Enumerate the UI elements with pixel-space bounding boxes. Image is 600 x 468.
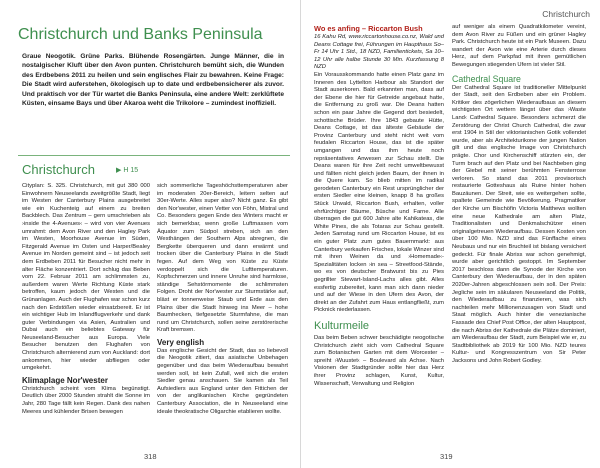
intro-text: Graue Neogotik. Grüne Parks. Blühende Rosengärten. Junge Männer, die in nostalgischer Kluft über den Avon punten. Christchurch bemüht sich, die Wunden des Erdbebens 2011 zu heilen und sein englisches Flair zu bewahren. Keine Frage: Die Stadt wird auferstehen, ökologisch up to date und erdbebensicherer als zuvor. Und praktisch vor der Tür wartet die Banks Peninsula, eine andere Welt: zerklüftete Küsten, einsame Bays und über Akaroa weht die Trikolore – zumindest inoffiziell. — [22, 53, 284, 108]
paragraph: Ein Vorausskommando hatte einen Platz ganz im Inneren des Lyttelton Harbour als Standort der Stadt auserkoren. Bald erkannten man, dass auf der Ebene die hier für Getreide angebaut hatte, die Entfernung zu groß war. Die Deans hatten schon ein paar Jahre die Gegend dort besiedelt, schottische Brüder. Ihre 1843 gebaute Hütte, Deans Cottage, ist das älteste Gebäude der Provinz Canterbury und steht nicht weit vom feudalen Riccarton House, das ist die später umgangen und das ihm heute noch repräsentatives Anwesen zur Schau stellt. Die Deans waren für ihre Zeit recht umweltbewusst und fällten nicht gleich jeden Baum, der ihnen in die Quere kam. So blieb mitten im radikal gerodeten Canterbury ein Rest ursprünglicher der ersten Siedler eine kleinen, knapp 8 ha großes Stück Urwald, Riccarton Bush, erhalten, voller ehrfürchtiger Bäume, Büsche und Farne. Alle überragen die gut 600 Jahre alte Kahikateas, die White Pines, die als Totaras zur Schau gestellt. Jeden Samstag rund um Riccarton House, ist es ein guter Platz zum gutes Bauernmarkt: aus Canterbury verkaufen Frisches, lokale Winzer sind mit ihren Weinen da und ›Homemade‹-Spezialitäten locken ›in sea – Streetfood-Stände, wo es von deutscher Bratwurst bis zu Pies gegrillter Stewart-Island-Lachs alles gibt. Alles essfertig zubereitet, kann man sich dann nieder und auf der Wiese in den Ufern des Avon, der direkt an der Zufahrt zum Haus entlangfließt, zum Picknick niederlassen. — [314, 71, 444, 314]
text-column-4 — [452, 24, 586, 366]
text-column-2 — [157, 183, 288, 416]
paragraph: Das englische Gesicht der Stadt, das so liebevoll die Neogotik zitiert, das asiatische Unbehagen gegenüber und das beim Wiederaufbau bewahrt werden soll, ist kein Zufall, weil sich die ersten Siedler genau anschauen. Sie kamen als Teil Aufsiedlers aus England unter den Fittichen der von der anglikanischen Kirche gegründeten Canterbury Association, die in Neuseeland eine ideale theokratische Oligarchie etablieren wollte. — [157, 347, 288, 415]
subheading: Kulturmeile — [314, 319, 370, 332]
paragraph: Cityplan: S. 325. Christchurch, mit gut 380 000 Einwohnern Neuseelands zweitgrößte Stadt, liegt im Westen der Canterbury Plains ausgebreitet wie ein Kuchenteig auf einem zu breiten Backblech. Das Zentrum – gern umschrieben als ›inside the 4-Avenues‹ – wird von vier Avenues umrahmt: dem Avon River und den Hagley Park im Westen, Moorhouse Avenue im Süden, Fitzgerald Avenue im Osten und Harper/Bealey Avenue im Norden gemeint sind – ist jedoch seit dem Erdbeben 2011 für Besucher nicht mehr in alter Fläche konzentriert. Dort schlug das Beben vom 22. Februar 2011 am schlimmsten zu, außerdem waren Werte Richtung Küste stark betroffen, kaum jedoch der Westen und die Grünanlagen. Auch der Flughafen war schon kurz nach den Erdstößen wieder einsatzbereit. Er ist ein wichtiger Hub im Inlandflugverkehr und dank guter Verbindungen via Asien, Australien und Dubai auch ein beliebtes Gateway für Neuseeland-Besucher aus Europa. Viele Besucher benutzen den Flughafen von Christchurch alternierend zum von Auckland: dort ankommen, hier wieder abfliegen oder umgekehrt. — [22, 183, 150, 372]
running-head: Christchurch — [542, 9, 590, 19]
info-line: 16 Kahu Rd, www.riccartonhouse.co.nz, Wald und Deans Cottage frei, Führungen im Haupthaus So–Fr 14 Uhr 1 Std., 18 NZD, Familientickets, Sa 10–12 Uhr alle halbe Stunde 30 Min. Kurzfassung 8 NZD — [314, 34, 444, 71]
paragraph: Das beim Beben schwer beschädigte neogotische Christchurch zieht sich vom Cathedral Square zum Botanischen Garten mit dem Worcester – spreiht ›Wuustet‹ – Boulevard als Achse. Nach Visionen der Stadtgründer sollte hier das Herz ihrer Provinz schlagen, Kunst, Kultur, Wissenschaft, Verwaltung und Religion — [314, 334, 444, 387]
section-header — [18, 155, 290, 178]
text-column-1 — [22, 183, 150, 416]
text-column-3 — [314, 24, 444, 388]
subheading: Very english — [157, 337, 205, 347]
page-title: Christchurch und Banks Peninsula — [18, 26, 263, 43]
subheading: Cathedral Square — [452, 73, 521, 84]
page-number-left: 318 — [144, 452, 157, 461]
paragraph: sich sommerliche Tageshöchsttemperaturen aber im moderaten 20er-Bereich, leitern selten auf 30er-Werte. Alles super also? Nicht ganz. Es gibt den Nor'wester, einen Vetter von Föhn, Mistral und Co. Besonders gegen Ende des Winters macht er sich bemerkbar, wenn große Luftmassen vom Äquator zum Südpol streben, sich an den Westhängen der Southern Alps abregnen, die Bergkette überqueren und dann erwärmt und trocken über die Canterbury Plains in die Stadt fegen. Auf dem Weg von Küste zu Küste verdoppelt sich die Lufttemperaturen. Kopfschmerzen und innere Unruhe sind harmlose, ständige Sehstörmomente die schlimmsten Folgen. Droht der Nor'wester zur Sturmstärke auf, bläst er tonnenweise Staub und Erde aus den Plains über die Stadt hinweg ins Meer – hohe Baumhecken, tiefgesetzte Sturmfahne, die man rund um Christchurch, sollen seine zerstörerische Kraft bremsen. — [157, 183, 288, 334]
paragraph: auf weniger als einem Quadratkilometer vereint, dem Avon River zu Füßen und ein grüner Hagley Park. Christchurch heute ist ein Park Museen. Dazu wandert der Avon wie eine Arterie durch dieses Herz, auf dem Parkpfad mit ihren gemütlichen Bewegungen stiegenden Ufern ist vieler Stil. — [452, 24, 586, 68]
section-title: Christchurch — [22, 162, 95, 177]
paragraph: Der Cathedral Square ist traditioneller Mittelpunkt der Stadt, seit den Erdbeben aber ein Problem. Kritiker des zögerlichen Wiederaufbaus an diesem wichtigsten Ort wettern längst über das ›Waste Land‹ Cathedral Square. Besonders schmerzt die Zerstörung der Christ Church Cathedral, die zwar erst 1904 in Stil der viktorianischen Gotik vollendet wurde, aber als Architekturikone der jungen Nation gilt und das englische Image von Christchurch prägte. Chor und Kirchenschiff stürzten ein, der Turm brach auf den Platz und bei Nachbeben ging der Giebel mit seiner berühmten Fensterrose verloren. So stand das 2011 provisorisch restaurierte Gotteshaus als Ruine hinter hohen Bauzäunen. Der Streit, wie es weitergehen sollte, spaltete Gemeinde wie Bevölkerung. Pragmatiker der Kirche um Bischöfin Victoria Matthews wollten eine neue Kathedrale am alten Platz, Traditionalisten und Denkmalschützer einen originalgetreuen Wiederaufbau. Dessen Kosten von über 100 Mio. NZD sind das Fünffache eines Neubaus und nur ein Bruchteil ist bislang versichert gedeckt. Für finale Abriss war schon genehmigt, wurde aber gerichtlich gestoppt. Im September 2017 beschloss dann die Synode der Kirche von Canterbury den Wiederaufbau, der in den späten 2020er-Jahren abgeschlossen sein soll. Der Preis: Jegliche sein im säkularen Neuseeland die Politik, den Wiederaufbau zu finanzieren, was sich nachteilen mehr Millionenzusagen von Stadt und Staat möglich. Auch hinter die venezianische Fassade des Chief Post Office, der alten Hauptpost, die nach Abriss der Kathedrale die Plätze dominiert, am Wiederaufbau der Stadt, zum Beispiel wie er, zu Stadtbibliothek ab 2019 für 100 Mio. NZD teures Kultur- und Kongresszentrum von Sir Peter Jacksons und John Robert Godley. — [452, 84, 586, 364]
page-gutter — [300, 0, 301, 468]
subheading: Wo es anfing – Riccarton Bush — [314, 24, 423, 33]
paragraph: Christchurch scheint vom Klima begünstigt. Deutlich über 2000 Stunden strahlt die Sonne im Jahr, 280 Tage fällt kein Regen. Dank des nahen Meeres und kühlender Brisen bewegen — [22, 385, 150, 415]
page-number-right: 319 — [440, 452, 453, 461]
map-reference: ▶ H 15 — [116, 167, 139, 174]
subheading: Klimaplage Nor'wester — [22, 375, 108, 385]
